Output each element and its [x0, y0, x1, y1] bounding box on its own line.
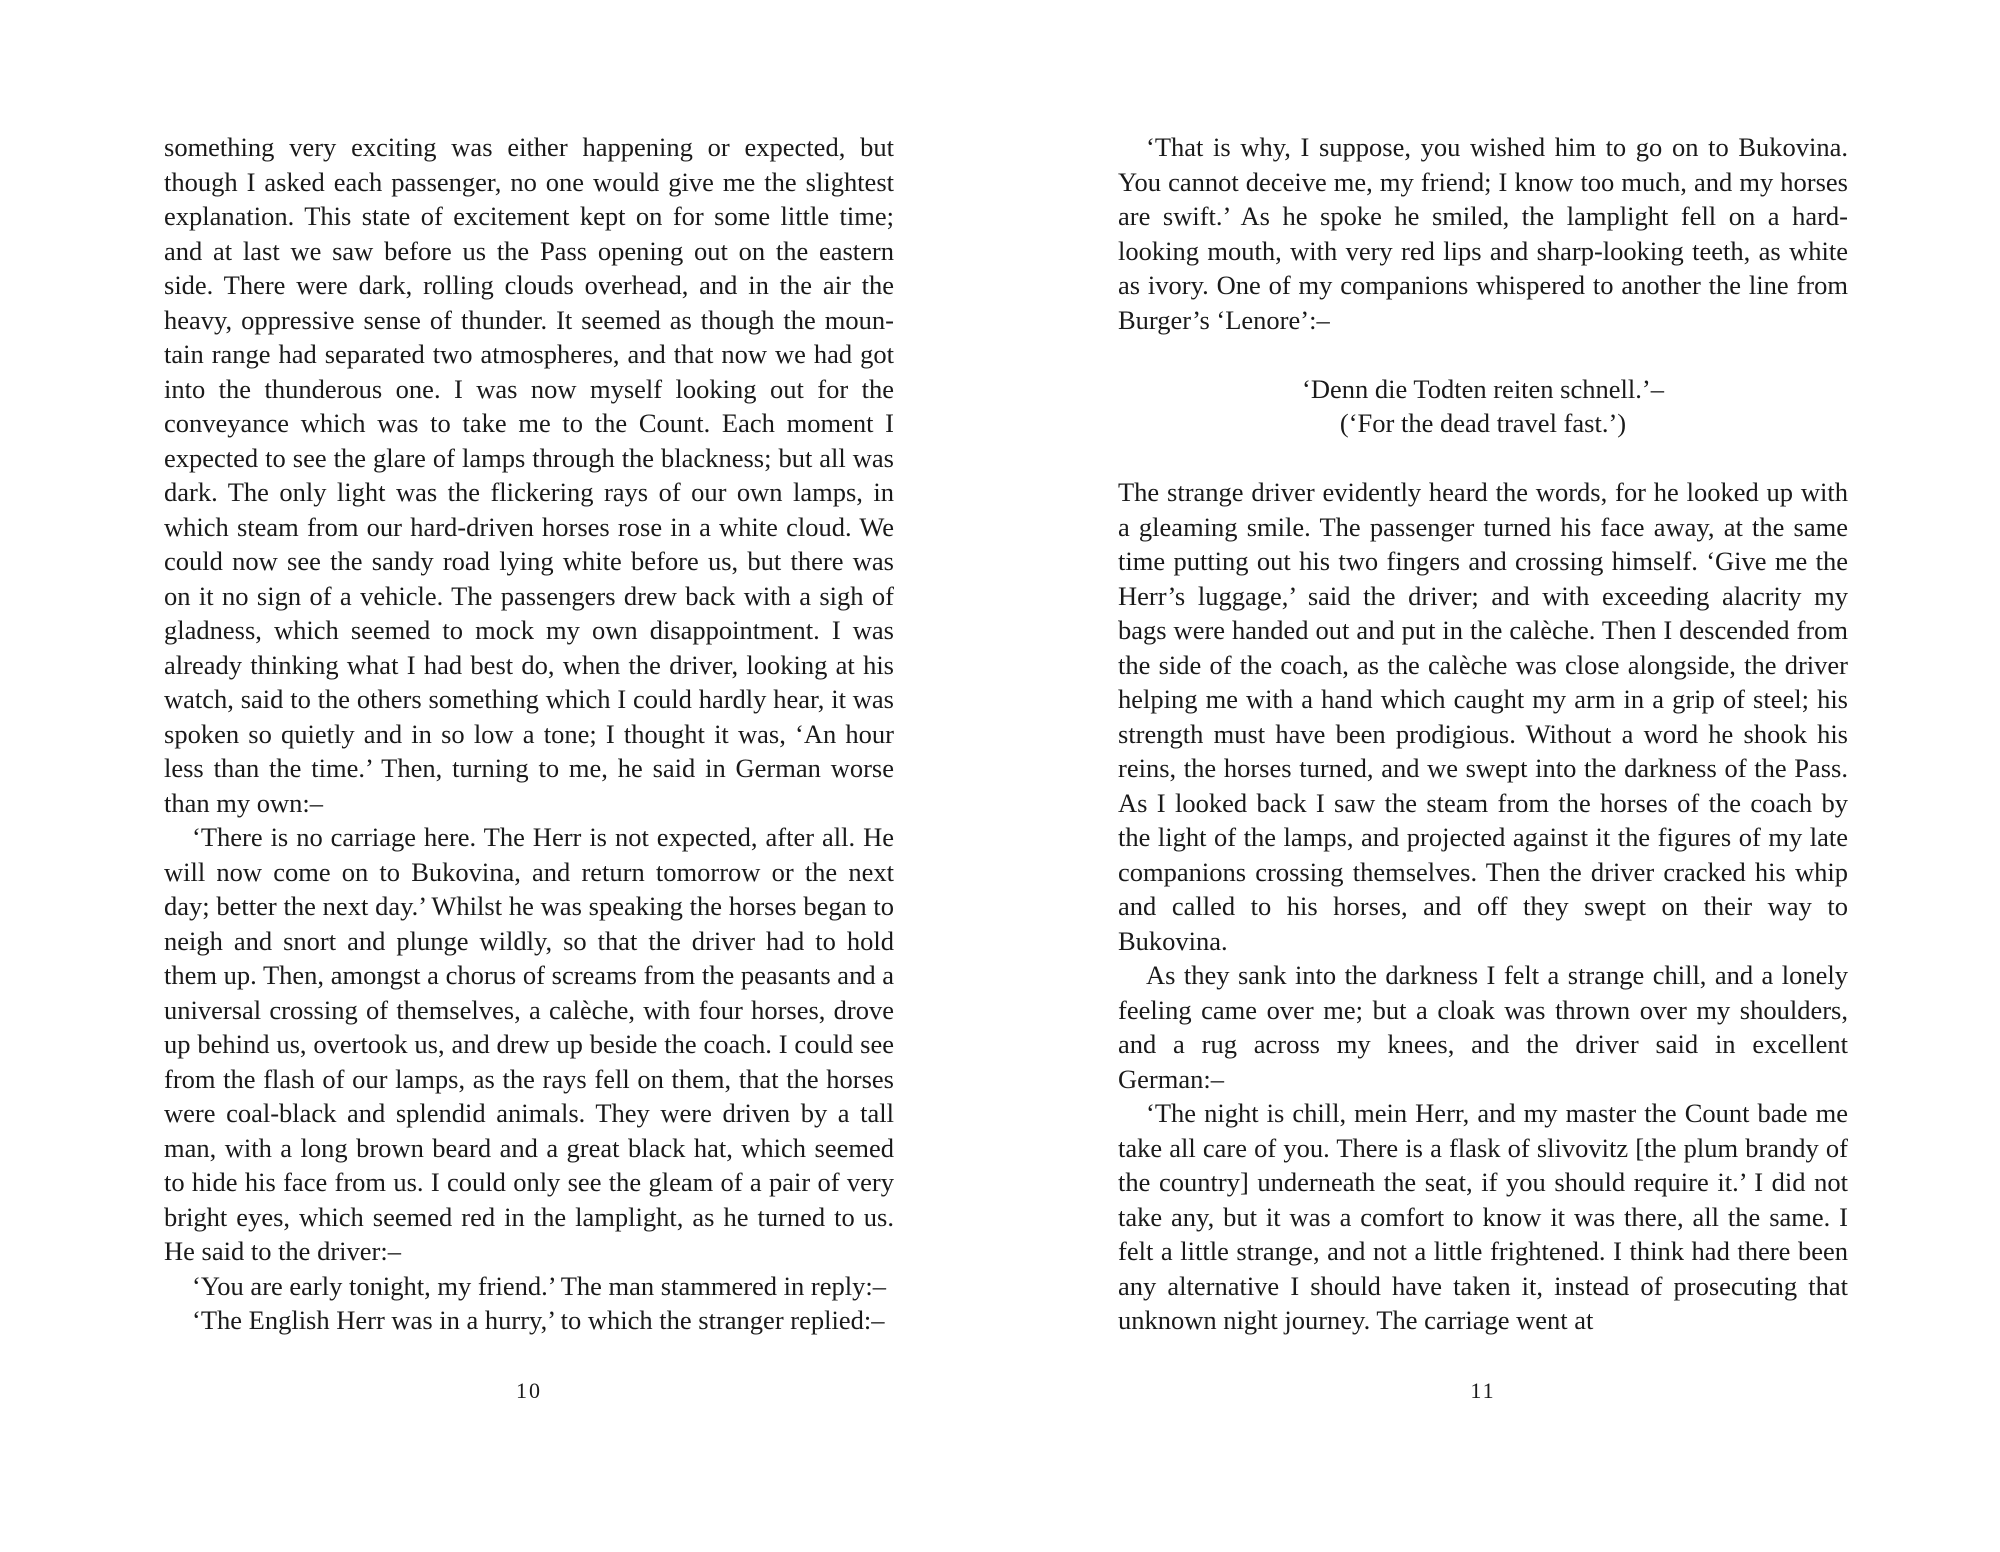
- paragraph: ‘There is no carriage here. The Herr is not expected, after all. He will now come on to Bukovina, and return tomorrow or the next day; better the next day.’ Whilst he was speaking the horses began to neigh and snort and plunge wildly, so that the driver had to hold them up. Then, amongst a chorus of screams from the peasants and a universal crossing of themselves, a calèche, with four horses, drove up behind us, overtook us, and drew up beside the coach. I could see from the flash of our lamps, as the rays fell on them, that the horses were coal-black and splendid animals. They were driven by a tall man, with a long brown beard and a great black hat, which seemed to hide his face from us. I could only see the gleam of a pair of very bright eyes, which seemed red in the lamplight, as he turned to us. He said to the driver:–: [164, 822, 894, 1266]
- verse-line: ‘Denn die Todten reiten schnell.’–: [1302, 373, 1664, 404]
- right-page-text: [1118, 130, 1848, 1338]
- left-page: [164, 0, 894, 1552]
- paragraph: ‘That is why, I suppose, you wished him to go on to Bukovina. You cannot deceive me, my friend; I know too much, and my horses are swift.’ As he spoke he smiled, the lamplight fell on a hard-looking mouth, with very red lips and sharp-looking teeth, as white as ivory. One of my companions whispered to another the line from Burger’s ‘Lenore’:–: [1118, 132, 1848, 335]
- paragraph: ‘The night is chill, mein Herr, and my master the Count bade me take all care of you. There is a flask of slivovitz [the plum brandy of the country] underneath the seat, if you should require it.’ I did not take any, but it was a comfort to know it was there, all the same. I felt a little strange, and not a little frightened. I think had there been any alternative I should have taken it, instead of prosecuting that unknown night journey. The carriage went at: [1118, 1098, 1848, 1335]
- paragraph: something very exciting was either happening or expected, but though I asked each passenger, no one would give me the slightest explanation. This state of excitement kept on for some little time; and at last we saw before us the Pass opening out on the eastern side. There were dark, rolling clouds overhead, and in the air the heavy, oppressive sense of thunder. It seemed as though the mountain range had separated two atmospheres, and that now we had got into the thunderous one. I was now myself looking out for the conveyance which was to take me to the Count. Each moment I expected to see the glare of lamps through the blackness; but all was dark. The only light was the flickering rays of our own lamps, in which steam from our hard-driven horses rose in a white cloud. We could now see the sandy road lying white before us, but there was on it no sign of a vehicle. The passengers drew back with a sigh of gladness, which seemed to mock my own disappointment. I was already thinking what I had best do, when the driver, looking at his watch, said to the others something which I could hardly hear, it was spoken so quietly and in so low a tone; I thought it was, ‘An hour less than the time.’ Then, turning to me, he said in German worse than my own:–: [164, 132, 894, 818]
- page-number: 11: [1470, 1378, 1496, 1403]
- paragraph: ‘The English Herr was in a hurry,’ to which the stranger replied:–: [192, 1305, 885, 1335]
- paragraph: ‘You are early tonight, my friend.’ The man stammered in reply:–: [192, 1270, 886, 1301]
- page-number: 10: [516, 1378, 542, 1403]
- paragraph: As they sank into the darkness I felt a strange chill, and a lonely feeling came over me; but a cloak was thrown over my shoulders, and a rug across my knees, and the driver said in excellent German:–: [1118, 960, 1848, 1094]
- left-page-text: [164, 130, 894, 1338]
- right-page: [1118, 0, 1848, 1552]
- verse-translation: (‘For the dead travel fast.’): [1339, 408, 1627, 438]
- verse-quotation: [1118, 372, 1848, 441]
- paragraph: The strange driver evidently heard the words, for he looked up with a gleaming smile. The passenger turned his face away, at the same time putting out his two fingers and crossing himself. ‘Give me the Herr’s luggage,’ said the driver; and with exceeding alacrity my bags were handed out and put in the calèche. Then I descended from the side of the coach, as the calèche was close alongside, the driver helping me with a hand which caught my arm in a grip of steel; his strength must have been prodigious. Without a word he shook his reins, the horses turned, and we swept into the darkness of the Pass. As I looked back I saw the steam from the horses of the coach by the light of the lamps, and projected against it the figures of my late companions crossing themselves. Then the driver cracked his whip and called to his horses, and off they swept on their way to Bukovina.: [1118, 477, 1848, 956]
